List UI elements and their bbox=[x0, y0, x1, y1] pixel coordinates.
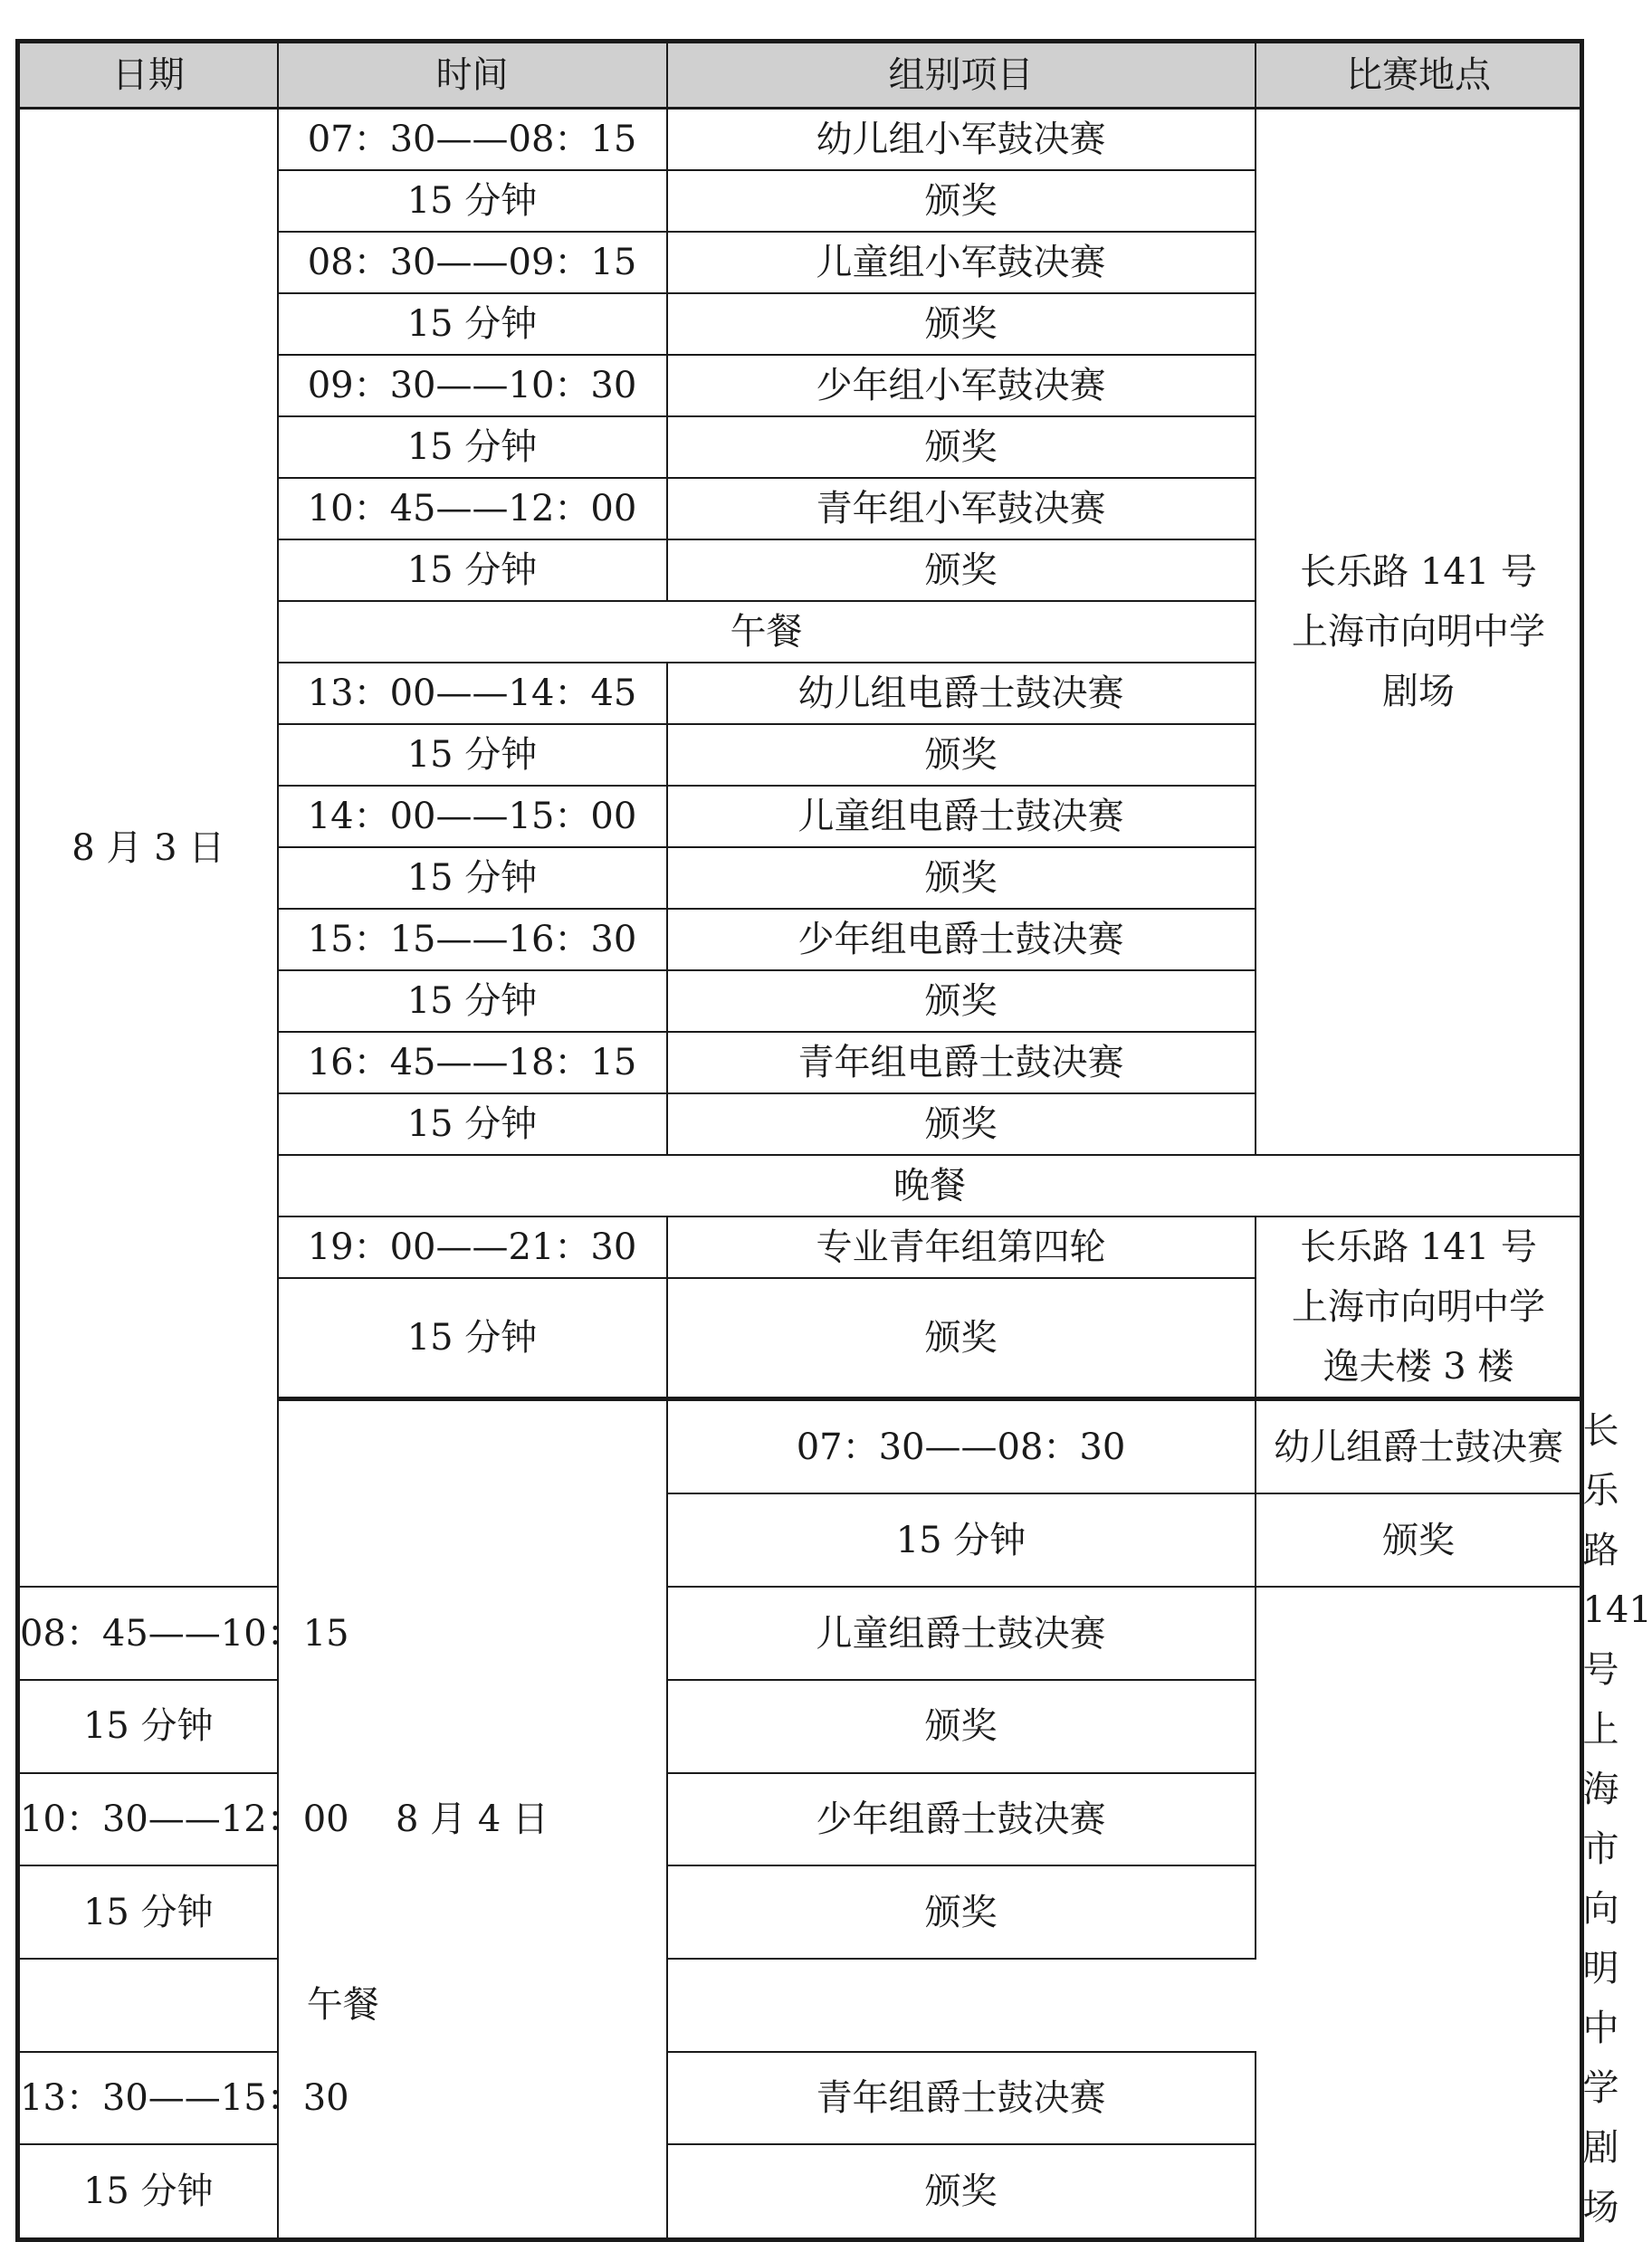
date-cell: 8 月 4 日 bbox=[278, 1399, 667, 2240]
award-cell: 颁奖 bbox=[667, 1680, 1256, 1773]
time-cell: 10：45——12：00 bbox=[278, 478, 667, 539]
table-row bbox=[18, 2052, 1582, 2145]
event-cell: 儿童组电爵士鼓决赛 bbox=[667, 786, 1256, 847]
table-row bbox=[18, 2144, 1582, 2239]
table-row bbox=[18, 109, 1582, 171]
table-row bbox=[18, 1865, 1582, 1959]
award-cell: 颁奖 bbox=[667, 170, 1256, 232]
event-cell: 少年组爵士鼓决赛 bbox=[667, 1773, 1256, 1866]
award-cell: 颁奖 bbox=[667, 847, 1256, 909]
award-cell: 颁奖 bbox=[667, 1093, 1256, 1155]
award-duration-cell: 15 分钟 bbox=[278, 847, 667, 909]
header-venue: 比赛地点 bbox=[1256, 42, 1582, 109]
event-cell: 幼儿组电爵士鼓决赛 bbox=[667, 663, 1256, 724]
event-cell: 少年组电爵士鼓决赛 bbox=[667, 909, 1256, 970]
award-duration-cell: 15 分钟 bbox=[278, 293, 667, 355]
award-cell: 颁奖 bbox=[667, 1865, 1256, 1959]
event-cell: 幼儿组小军鼓决赛 bbox=[667, 109, 1256, 171]
venue-line: 长乐路 141 号 bbox=[1300, 1226, 1537, 1268]
venue-line: 上海市向明中学 bbox=[1292, 1286, 1545, 1328]
event-cell: 少年组小军鼓决赛 bbox=[667, 355, 1256, 416]
award-duration-cell: 15 分钟 bbox=[278, 416, 667, 478]
venue-cell-evening bbox=[1256, 1216, 1582, 1399]
dinner-cell: 晚餐 bbox=[278, 1155, 1582, 1216]
time-cell: 15：15——16：30 bbox=[278, 909, 667, 970]
time-cell: 08：30——09：15 bbox=[278, 232, 667, 293]
award-duration-cell: 15 分钟 bbox=[278, 539, 667, 601]
award-duration-cell: 15 分钟 bbox=[278, 724, 667, 786]
lunch-cell: 午餐 bbox=[278, 601, 1256, 663]
lunch-cell: 午餐 bbox=[18, 1959, 667, 2052]
award-duration-cell: 15 分钟 bbox=[18, 1680, 278, 1773]
award-cell: 颁奖 bbox=[667, 2144, 1256, 2239]
event-cell: 青年组爵士鼓决赛 bbox=[667, 2052, 1256, 2145]
venue-line: 剧场 bbox=[1382, 671, 1455, 712]
award-duration-cell: 15 分钟 bbox=[667, 1493, 1256, 1587]
venue-cell bbox=[1256, 109, 1582, 1156]
time-cell: 13：00——14：45 bbox=[278, 663, 667, 724]
event-cell: 青年组小军鼓决赛 bbox=[667, 478, 1256, 539]
header-event: 组别项目 bbox=[667, 42, 1256, 109]
header-time: 时间 bbox=[278, 42, 667, 109]
award-cell: 颁奖 bbox=[667, 416, 1256, 478]
award-cell: 颁奖 bbox=[667, 293, 1256, 355]
schedule-table bbox=[15, 39, 1652, 2242]
award-duration-cell: 15 分钟 bbox=[278, 170, 667, 232]
event-cell: 专业青年组第四轮 bbox=[667, 1216, 1256, 1278]
award-duration-cell: 15 分钟 bbox=[278, 1278, 667, 1399]
event-cell: 儿童组爵士鼓决赛 bbox=[667, 1587, 1256, 1680]
time-cell: 07：30——08：15 bbox=[278, 109, 667, 171]
event-cell: 青年组电爵士鼓决赛 bbox=[667, 1032, 1256, 1093]
header-date: 日期 bbox=[18, 42, 278, 109]
award-duration-cell: 15 分钟 bbox=[278, 970, 667, 1032]
award-cell: 颁奖 bbox=[667, 539, 1256, 601]
time-cell: 08：45——10：15 bbox=[18, 1587, 278, 1680]
time-cell: 19：00——21：30 bbox=[278, 1216, 667, 1278]
venue-line: 逸夫楼 3 楼 bbox=[1323, 1346, 1514, 1388]
time-cell: 16：45——18：15 bbox=[278, 1032, 667, 1093]
award-cell: 颁奖 bbox=[1256, 1493, 1582, 1587]
time-cell: 13：30——15：30 bbox=[18, 2052, 278, 2145]
time-cell: 14：00——15：00 bbox=[278, 786, 667, 847]
time-cell: 07：30——08：30 bbox=[667, 1399, 1256, 1494]
award-cell: 颁奖 bbox=[667, 970, 1256, 1032]
event-cell: 儿童组小军鼓决赛 bbox=[667, 232, 1256, 293]
table-row bbox=[18, 1680, 1582, 1773]
table-row bbox=[18, 1773, 1582, 1866]
time-cell: 10：30——12：00 bbox=[18, 1773, 278, 1866]
table-row: 8 月 4 日 07：30——08：30 幼儿组爵士鼓决赛 长乐路 141 号 上海市向明中学 剧场 bbox=[18, 1399, 1582, 1494]
time-cell: 09：30——10：30 bbox=[278, 355, 667, 416]
award-duration-cell: 15 分钟 bbox=[18, 1865, 278, 1959]
award-duration-cell: 15 分钟 bbox=[18, 2144, 278, 2239]
table-row bbox=[18, 1587, 1582, 1680]
award-duration-cell: 15 分钟 bbox=[278, 1093, 667, 1155]
venue-line: 长乐路 141 号 bbox=[1300, 551, 1537, 593]
event-cell: 幼儿组爵士鼓决赛 bbox=[1256, 1399, 1582, 1494]
date-cell: 8 月 3 日 bbox=[18, 109, 278, 1588]
header-row bbox=[18, 42, 1582, 109]
award-cell: 颁奖 bbox=[667, 1278, 1256, 1399]
venue-line: 上海市向明中学 bbox=[1292, 611, 1545, 653]
award-cell: 颁奖 bbox=[667, 724, 1256, 786]
table-row bbox=[18, 1959, 1582, 2052]
